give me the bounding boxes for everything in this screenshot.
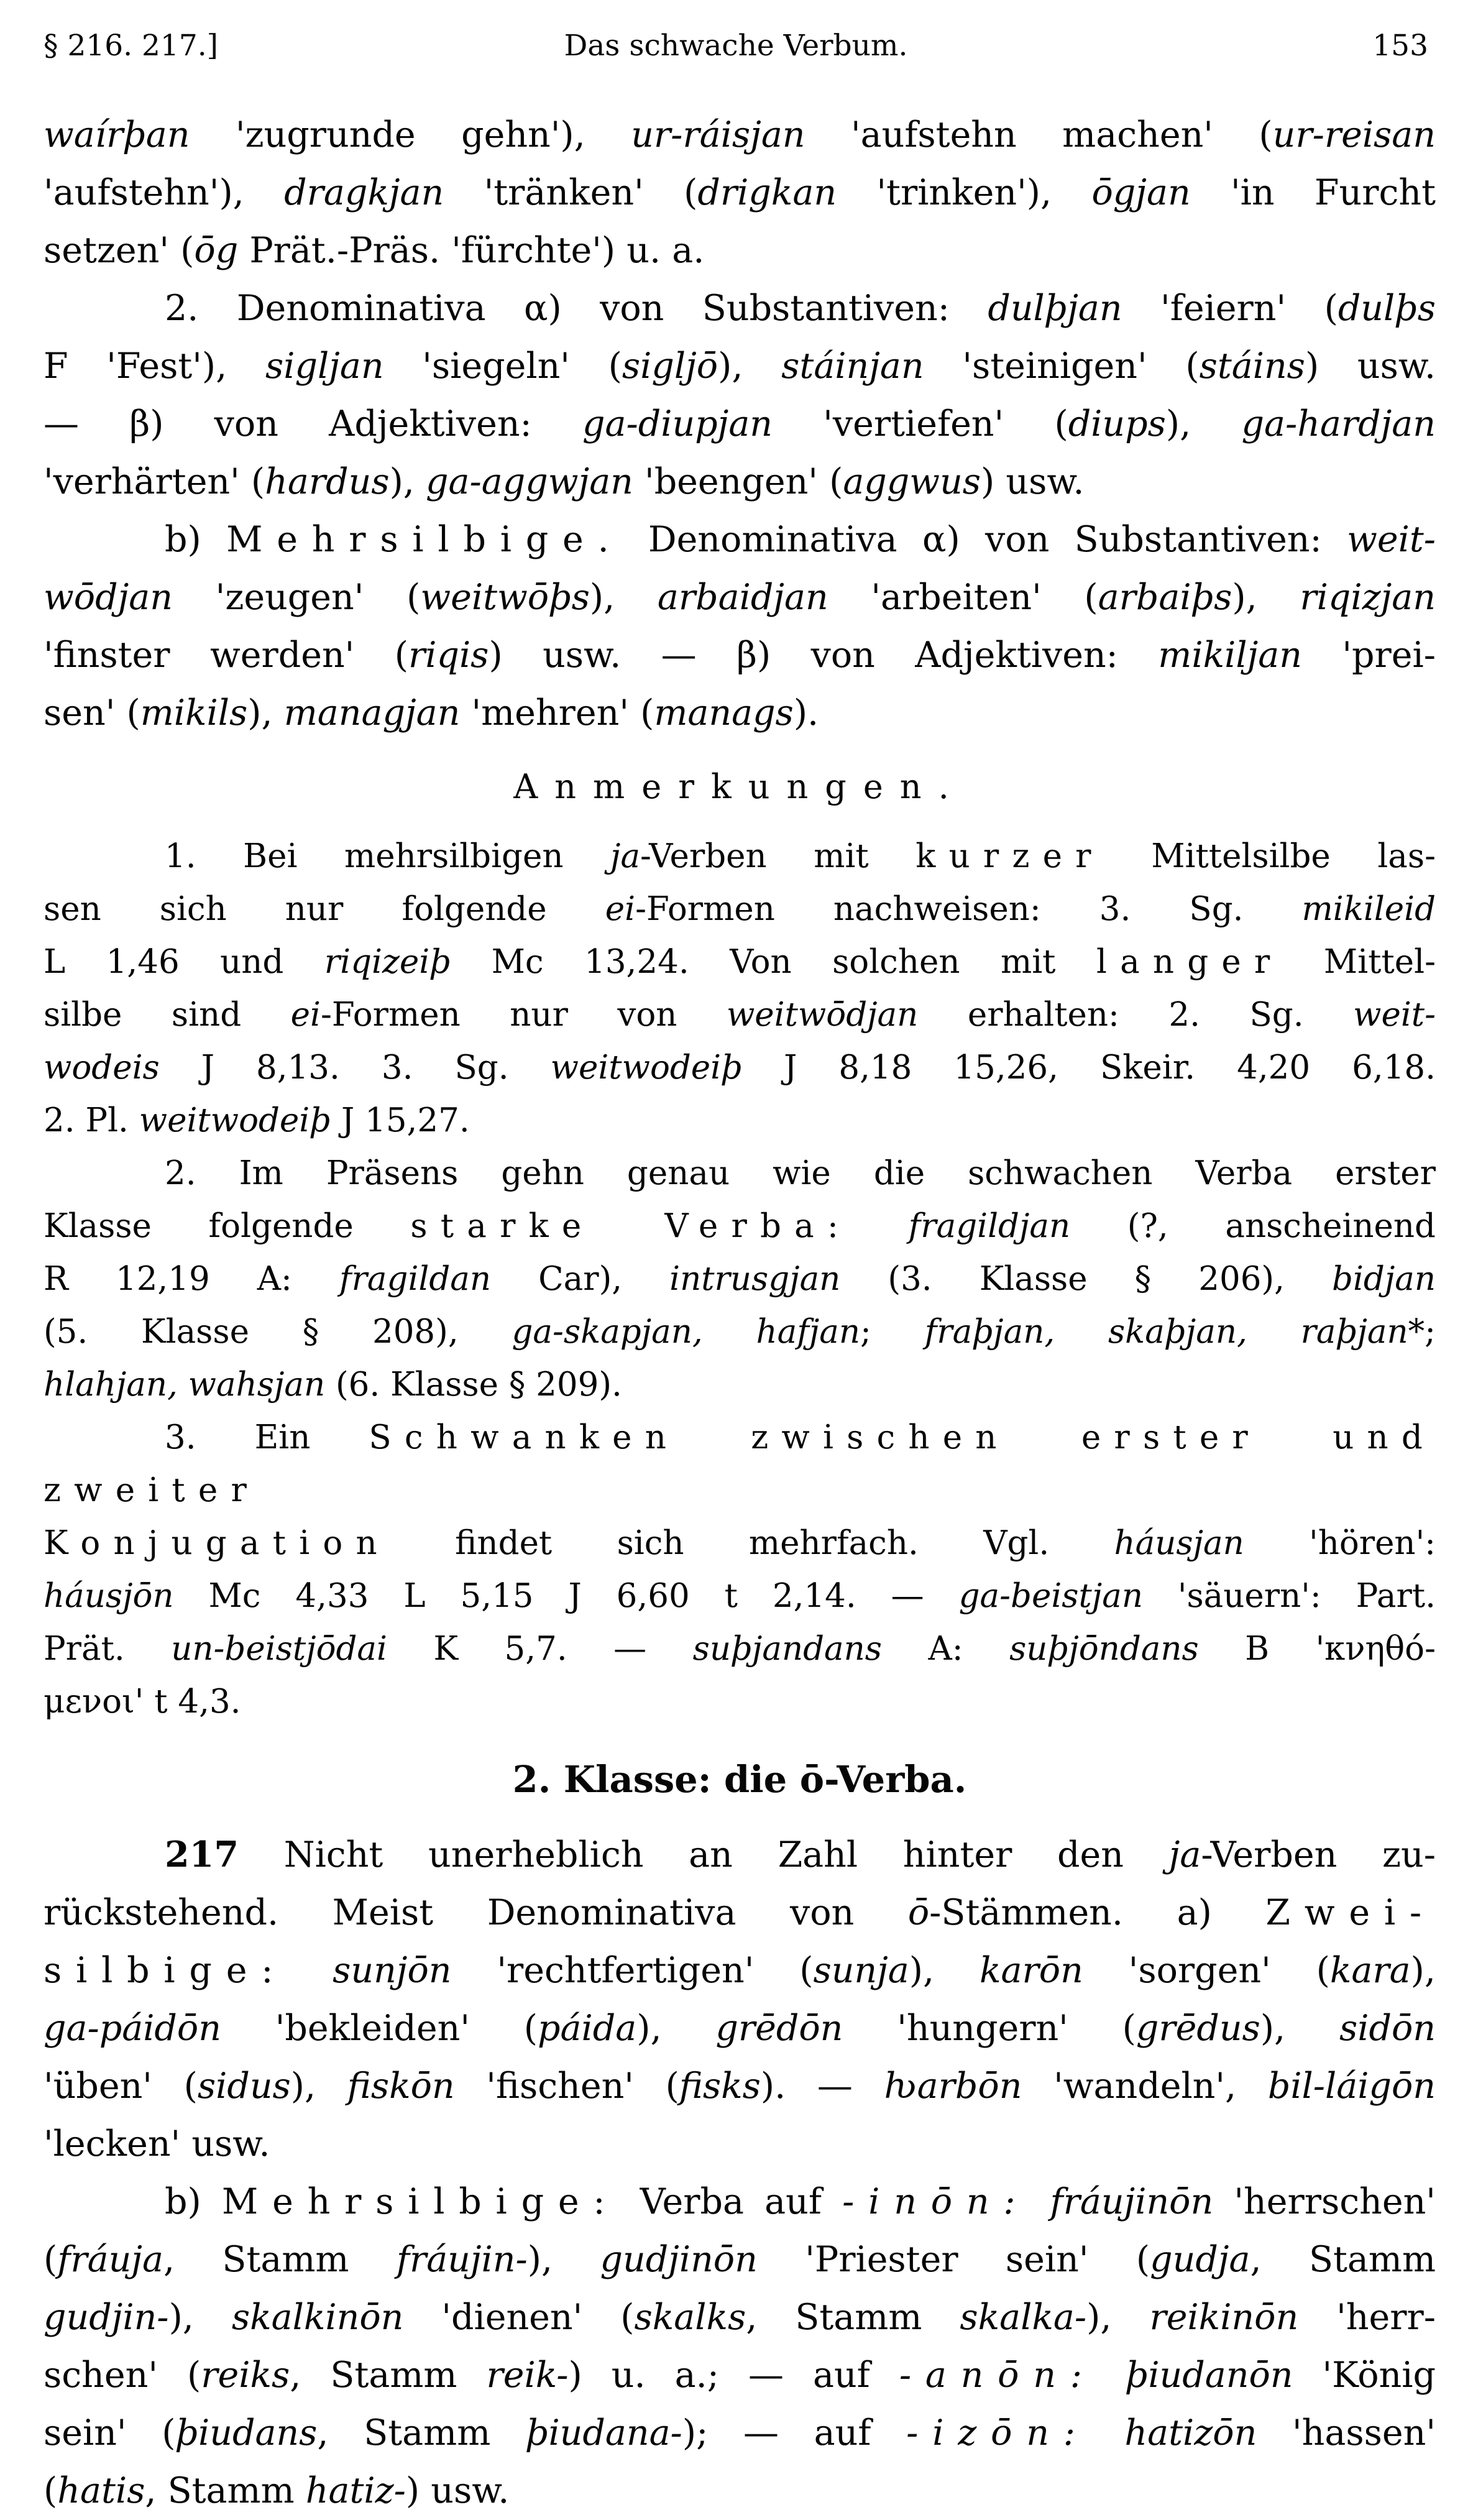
text-segment: J 15,27. [331, 1101, 470, 1139]
text-segment: -Stämmen. a) [929, 1892, 1266, 1933]
text-segment: hatis [57, 2470, 145, 2511]
text-line [44, 2115, 1436, 2173]
text-segment: þiudana- [525, 2412, 682, 2453]
section-marker: § 216. 217.] [44, 29, 219, 63]
text-segment: ; [860, 1313, 925, 1351]
text-segment: B 'κνηθό- [1198, 1630, 1436, 1668]
text-line [44, 453, 1436, 511]
text-segment [1090, 2412, 1125, 2453]
text-segment: -anōn: [899, 2355, 1096, 2396]
text-segment: Nicht unerheblich an Zahl hinter den [238, 1834, 1169, 1875]
text-segment: schen' ( [44, 2355, 201, 2396]
text-segment: sein' ( [44, 2412, 176, 2453]
text-segment: Verba auf [619, 2181, 843, 2222]
text-segment: stáinjan [781, 346, 924, 387]
text-segment: gudjin- [44, 2297, 169, 2338]
text-segment: 217 [165, 1834, 239, 1875]
text-segment: 'Priester sein' ( [757, 2239, 1150, 2280]
text-segment: skalks [634, 2297, 746, 2338]
text-segment: -izōn: [906, 2412, 1090, 2453]
text-segment: sunjōn [333, 1950, 452, 1991]
text-segment: ōgjan [1091, 172, 1191, 213]
text-segment: , Stamm [290, 2355, 487, 2396]
text-segment: arbaidjan [657, 577, 828, 618]
text-segment: fisks [679, 2066, 761, 2107]
text-segment: Schwanken zwischen erster und zweiter [44, 1419, 1436, 1509]
content [44, 106, 1436, 2520]
text-segment: starke Verba: [410, 1207, 852, 1245]
text-segment: A: [881, 1630, 1010, 1668]
text-segment: (3. Klasse § 206), [840, 1260, 1333, 1298]
text-segment: ), [1410, 1950, 1436, 1991]
text-line [44, 1253, 1436, 1305]
text-segment: 'lecken' usw. [44, 2123, 270, 2164]
text-segment: riqizjan [1300, 577, 1436, 618]
text-segment: skalka- [960, 2297, 1087, 2338]
text-segment: μενοι' t 4,3. [44, 1683, 241, 1721]
text-segment: ) usw. [405, 2470, 510, 2511]
text-segment: weitwodeiþ [139, 1101, 331, 1139]
text-segment: hatiz- [305, 2470, 406, 2511]
text-segment: setzen' ( [44, 230, 195, 271]
text-line [44, 2404, 1436, 2462]
text-segment: intrusgjan [669, 1260, 841, 1298]
paragraph [44, 280, 1436, 511]
text-line [44, 2173, 1436, 2231]
text-segment: manags [654, 692, 794, 733]
text-segment: *; [1408, 1313, 1436, 1351]
text-segment: ) u. a.; — auf [568, 2355, 899, 2396]
text-segment: kurzer [915, 837, 1104, 875]
text-line [44, 2347, 1436, 2404]
text-segment: sunja [813, 1950, 909, 1991]
text-line [44, 936, 1436, 988]
text-segment: bidjan [1332, 1260, 1436, 1298]
paragraph [44, 830, 1436, 1147]
text-segment: R 12,19 A: [44, 1260, 339, 1298]
text-segment: 'in Furcht [1190, 172, 1436, 213]
text-line [44, 222, 1436, 280]
text-segment: háusjōn [44, 1577, 174, 1615]
text-segment: mikiljan [1158, 635, 1302, 676]
text-segment: sidus [197, 2066, 291, 2107]
text-segment: suþjandans [692, 1630, 882, 1668]
text-segment: 'zugrunde gehn'), [190, 114, 631, 155]
class-heading: 2. Klasse: die ō-Verba. [512, 1758, 967, 1801]
text-segment: kara [1329, 1950, 1411, 1991]
text-line [44, 1305, 1436, 1358]
text-segment: reiks [201, 2355, 290, 2396]
text-segment: 'fischen' ( [454, 2066, 679, 2107]
text-segment: fráujin- [396, 2239, 528, 2280]
text-segment: , Stamm [746, 2297, 960, 2338]
text-segment: fráujinōn [1050, 2181, 1214, 2222]
text-segment: Car), [491, 1260, 670, 1298]
text-segment: 'tränken' ( [444, 172, 698, 213]
text-segment: gudja [1150, 2239, 1250, 2280]
text-line [44, 684, 1436, 742]
text-segment: 'hassen' [1257, 2412, 1436, 2453]
paragraph [44, 106, 1436, 280]
text-segment: grēdus [1136, 2008, 1260, 2049]
text-segment: hardus [265, 461, 390, 502]
text-line [44, 2000, 1436, 2058]
text-segment: ga-aggwjan [426, 461, 633, 502]
text-segment: 'König [1293, 2355, 1436, 2396]
text-segment: karōn [980, 1950, 1083, 1991]
text-segment: findet sich mehrfach. Vgl. [390, 1524, 1114, 1562]
text-segment: 'bekleiden' ( [221, 2008, 538, 2049]
text-line [44, 280, 1436, 338]
text-segment: 'arbeiten' ( [828, 577, 1098, 618]
text-segment [851, 1207, 909, 1245]
text-segment: langer [1096, 943, 1283, 981]
text-segment: grēdōn [715, 2008, 843, 2049]
text-segment: ei [290, 996, 321, 1034]
paragraph [44, 1826, 1436, 2173]
text-segment: 'feiern' ( [1122, 288, 1338, 329]
text-segment: 'hören': [1244, 1524, 1436, 1562]
text-line [44, 1358, 1436, 1411]
text-segment: ), [589, 577, 658, 618]
text-segment: un-beistjōdai [171, 1630, 387, 1668]
text-segment: ), [1165, 403, 1242, 444]
text-segment: (?, anscheinend [1070, 1207, 1436, 1245]
text-segment: ); — auf [682, 2412, 907, 2453]
text-segment: ), [168, 2297, 232, 2338]
text-segment: fráuja [57, 2239, 163, 2280]
text-segment [1096, 2355, 1126, 2396]
text-segment [287, 1950, 333, 1991]
text-line [44, 1675, 1436, 1728]
text-segment: Denominativa α) von Substantiven: [623, 519, 1347, 560]
text-segment: L 1,46 und [44, 943, 324, 981]
text-line [44, 338, 1436, 395]
text-segment: 'sorgen' ( [1083, 1950, 1330, 1991]
text-segment: ), [389, 461, 426, 502]
text-segment: -Verben zu- [1201, 1834, 1436, 1875]
text-segment: bil-láigōn [1267, 2066, 1436, 2107]
text-segment: ga-diupjan [582, 403, 773, 444]
text-segment: ja [610, 837, 641, 875]
text-segment: J 8,13. 3. Sg. [159, 1049, 551, 1087]
text-segment: Konjugation [44, 1524, 390, 1562]
text-segment: 'herrschen' [1213, 2181, 1436, 2222]
text-segment: Mc 13,24. Von solchen mit [451, 943, 1096, 981]
text-segment: sigljō [622, 346, 718, 387]
text-line [44, 2289, 1436, 2347]
text-segment: , Stamm [145, 2470, 306, 2511]
text-segment: sidōn [1339, 2008, 1436, 2049]
text-segment: ), [718, 346, 782, 387]
text-segment: fragildjan [908, 1207, 1071, 1245]
text-segment: ), [1086, 2297, 1150, 2338]
text-segment: dulþs [1338, 288, 1436, 329]
text-line [44, 1622, 1436, 1675]
text-segment: (6. Klasse § 209). [325, 1366, 622, 1404]
text-segment: 'mehren' ( [460, 692, 654, 733]
text-segment: ), [1232, 577, 1300, 618]
text-segment: þiudans [175, 2412, 318, 2453]
text-line [44, 1517, 1436, 1570]
text-segment: ). [793, 692, 819, 733]
text-segment: F 'Fest'), [44, 346, 265, 387]
paragraph [44, 1411, 1436, 1728]
text-segment: 'säuern': Part. [1142, 1577, 1436, 1615]
text-segment: diups [1068, 403, 1166, 444]
text-segment: reikinōn [1149, 2297, 1299, 2338]
text-segment: J 8,18 15,26, Skeir. 4,20 6,18. [742, 1049, 1436, 1087]
text-segment: ō [907, 1892, 930, 1933]
text-segment: skalkinōn [231, 2297, 404, 2338]
text-segment: 'wandeln', [1022, 2066, 1268, 2107]
text-segment: ) usw. [1305, 346, 1436, 387]
text-segment: drigkan [697, 172, 837, 213]
text-segment: sigljan [265, 346, 384, 387]
text-line [44, 1094, 1436, 1147]
text-segment: dragkjan [284, 172, 444, 213]
text-line [44, 1570, 1436, 1622]
text-segment: 'aufstehn machen' ( [805, 114, 1273, 155]
text-segment: ), [527, 2239, 600, 2280]
text-line [44, 988, 1436, 1041]
text-segment: 3. Ein [165, 1419, 369, 1456]
text-segment: sen' ( [44, 692, 140, 733]
text-segment: riqizeiþ [324, 943, 451, 981]
text-segment: rückstehend. Meist Denominativa von [44, 1892, 908, 1933]
text-segment: sen sich nur folgende [44, 890, 605, 928]
text-segment: 'finster werden' ( [44, 635, 408, 676]
text-line [44, 164, 1436, 222]
text-segment: 'siegeln' ( [383, 346, 622, 387]
text-segment: ga-beistjan [958, 1577, 1143, 1615]
text-segment: 'hungern' ( [843, 2008, 1136, 2049]
text-segment: þiudanōn [1125, 2355, 1293, 2396]
text-segment: weit- [1347, 519, 1436, 560]
text-segment: ), [909, 1950, 980, 1991]
notes-heading: Anmerkungen. [513, 767, 966, 806]
text-segment: ( [44, 2239, 58, 2280]
text-segment: Mc 4,33 L 5,15 J 6,60 t 2,14. — [173, 1577, 959, 1615]
text-segment: Zwei- [1265, 1892, 1436, 1933]
running-title: Das schwache Verbum. [564, 29, 908, 63]
text-segment: managjan [283, 692, 461, 733]
text-segment: 'üben' ( [44, 2066, 198, 2107]
text-line [44, 395, 1436, 453]
text-segment: weit- [1353, 996, 1436, 1034]
text-line [44, 1942, 1436, 2000]
text-segment: 2. Pl. [44, 1101, 139, 1139]
text-line [44, 1147, 1436, 1200]
text-segment: 'beengen' ( [633, 461, 843, 502]
text-segment: 'verhärten' ( [44, 461, 265, 502]
text-line [44, 2462, 1436, 2520]
text-segment: suþjōndans [1009, 1630, 1199, 1668]
text-segment: ), [636, 2008, 716, 2049]
text-line [44, 830, 1436, 883]
text-segment: 1. Bei mehrsilbigen [165, 837, 611, 875]
page-header [0, 0, 1473, 63]
text-segment: silbige: [44, 1950, 288, 1991]
text-segment: ( [44, 2470, 58, 2511]
text-line [44, 2231, 1436, 2289]
text-segment: ), [290, 2066, 347, 2107]
text-line [44, 1884, 1436, 1942]
text-segment: ga-hardjan [1241, 403, 1436, 444]
text-segment: ur-ráisjan [631, 114, 805, 155]
text-line [44, 511, 1436, 569]
text-segment: ), [247, 692, 284, 733]
text-segment: ga-páidōn [44, 2008, 221, 2049]
text-segment: reik- [486, 2355, 569, 2396]
text-segment: ), [1260, 2008, 1339, 2049]
text-segment: mikils [140, 692, 248, 733]
text-segment: hlahjan, wahsjan [44, 1366, 326, 1404]
text-segment: b) [165, 519, 227, 560]
text-line [44, 1411, 1436, 1517]
text-segment: ga-skapjan, hafjan [512, 1313, 861, 1351]
text-segment: 'prei- [1301, 635, 1436, 676]
text-segment: 'dienen' ( [403, 2297, 635, 2338]
text-segment: gudjinōn [600, 2239, 758, 2280]
text-segment: -inōn: [842, 2181, 1030, 2222]
text-segment: Klasse folgende [44, 1207, 411, 1245]
text-segment: arbaiþs [1098, 577, 1232, 618]
text-segment: 2. Im Präsens gehn genau wie die schwachen Verba erster [165, 1154, 1436, 1192]
text-segment: ƕarbōn [884, 2066, 1022, 2107]
text-segment: wōdjan [44, 577, 173, 618]
text-segment: fraþjan, skaþjan, raþjan [924, 1313, 1408, 1351]
text-segment: stáins [1199, 346, 1305, 387]
text-segment: erhalten: 2. Sg. [918, 996, 1354, 1034]
text-segment: dulþjan [988, 288, 1122, 329]
text-segment: aggwus [843, 461, 981, 502]
paragraph [44, 1147, 1436, 1411]
text-segment: 'trinken'), [837, 172, 1092, 213]
text-line [44, 569, 1436, 627]
text-segment: Mehrsilbige. [226, 519, 623, 560]
text-line [44, 1041, 1436, 1094]
text-segment: ur-reisan [1272, 114, 1436, 155]
text-segment: 'vertiefen' ( [773, 403, 1068, 444]
text-segment: silbe sind [44, 996, 291, 1034]
text-line [44, 883, 1436, 936]
paragraph [44, 2173, 1436, 2520]
text-segment: waírþan [44, 114, 190, 155]
text-segment: páida [538, 2008, 637, 2049]
text-segment: ) usw. [981, 461, 1085, 502]
text-segment: ). — [760, 2066, 884, 2107]
text-segment: ōg [194, 230, 239, 271]
text-segment: , Stamm [1250, 2239, 1436, 2280]
text-segment: (5. Klasse § 208), [44, 1313, 512, 1351]
text-segment: weitwōdjan [726, 996, 919, 1034]
text-segment: K 5,7. — [387, 1630, 693, 1668]
text-segment: 'zeugen' ( [172, 577, 421, 618]
text-line [44, 1826, 1436, 1884]
text-segment: wodeis [44, 1049, 160, 1087]
paragraph [44, 511, 1436, 742]
text-segment: -Verben mit [640, 837, 916, 875]
text-segment [1029, 2181, 1050, 2222]
text-segment: Mittel- [1283, 943, 1436, 981]
text-segment: — β) von Adjektiven: [44, 403, 582, 444]
text-segment: weitwōþs [420, 577, 590, 618]
text-segment: -Formen nachweisen: 3. Sg. [635, 890, 1302, 928]
text-segment: hatizōn [1124, 2412, 1257, 2453]
text-segment: 'herr- [1298, 2297, 1436, 2338]
text-segment: riqis [408, 635, 489, 676]
text-segment: 2. Denominativa α) von Substantiven: [165, 288, 988, 329]
text-segment: b) [165, 2181, 222, 2222]
text-segment: fragildan [339, 1260, 492, 1298]
text-segment: ja [1168, 1834, 1201, 1875]
text-segment: weitwodeiþ [550, 1049, 743, 1087]
text-segment: fiskōn [347, 2066, 455, 2107]
text-line [44, 627, 1436, 684]
text-segment: Prät. [44, 1630, 172, 1668]
text-line [44, 106, 1436, 164]
text-segment: Mittelsilbe las- [1104, 837, 1436, 875]
text-segment: ei [605, 890, 636, 928]
text-segment: , Stamm [163, 2239, 397, 2280]
page-number: 153 [1372, 29, 1428, 63]
text-segment: háusjan [1114, 1524, 1244, 1562]
text-line [44, 1200, 1436, 1253]
text-line [44, 2058, 1436, 2115]
text-segment: 'rechtfertigen' ( [451, 1950, 814, 1991]
text-segment: 'steinigen' ( [924, 346, 1200, 387]
text-segment: -Formen nur von [320, 996, 727, 1034]
text-segment: Prät.-Präs. 'fürchte') u. a. [238, 230, 705, 271]
text-segment: , Stamm [317, 2412, 526, 2453]
text-segment: mikileid [1301, 890, 1436, 928]
text-segment: Mehrsilbige: [221, 2181, 620, 2222]
text-segment: ) usw. — β) von Adjektiven: [489, 635, 1159, 676]
text-segment: 'aufstehn'), [44, 172, 285, 213]
